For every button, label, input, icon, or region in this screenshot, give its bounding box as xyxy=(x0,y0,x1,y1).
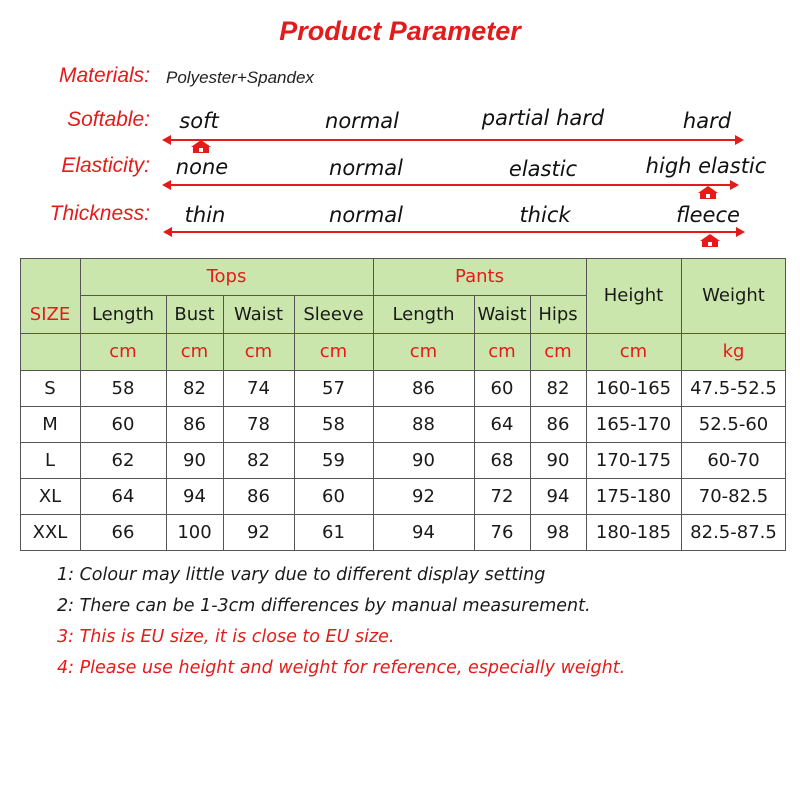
softable-label: Softable: xyxy=(67,108,150,131)
elasticity-option-normal: normal xyxy=(329,156,403,180)
page-title: Product Parameter xyxy=(279,16,521,46)
grid-line xyxy=(20,370,786,371)
table-cell: 90 xyxy=(183,449,206,471)
grid-line xyxy=(223,295,224,551)
table-cell: 98 xyxy=(546,522,570,543)
table-cell: 100 xyxy=(177,522,212,543)
thickness-label: Thickness: xyxy=(49,202,150,225)
table-cell: 64 xyxy=(490,413,514,435)
arrow-right-icon xyxy=(735,135,744,145)
table-cell: 68 xyxy=(490,449,514,471)
table-cell: 70-82.5 xyxy=(698,485,769,507)
table-cell: 62 xyxy=(111,449,135,471)
table-cell: 94 xyxy=(546,485,570,507)
column-header: Waist xyxy=(233,303,284,325)
elasticity-scale-line xyxy=(170,184,730,186)
grid-line xyxy=(681,258,682,551)
table-cell: 94 xyxy=(183,485,206,507)
unit-cell: kg xyxy=(722,341,745,362)
table-cell: 92 xyxy=(412,485,435,507)
grid-line xyxy=(530,295,531,551)
grid-line xyxy=(20,442,786,443)
grid-line xyxy=(80,258,81,551)
column-header: Length xyxy=(91,303,155,325)
note-1: 1: Colour may little vary due to different display setting xyxy=(57,565,546,585)
table-cell: 60 xyxy=(322,485,345,507)
grid-line xyxy=(80,295,586,296)
table-cell: 61 xyxy=(322,522,345,543)
unit-cell: cm xyxy=(619,341,648,362)
column-header: Sleeve xyxy=(303,303,364,325)
table-cell: 57 xyxy=(322,377,345,399)
table-cell: 88 xyxy=(412,413,435,435)
table-cell: 86 xyxy=(247,485,270,507)
table-cell: 66 xyxy=(111,522,135,543)
height-header: Height xyxy=(603,285,664,306)
table-cell: 92 xyxy=(247,522,270,543)
table-cell: 94 xyxy=(412,522,435,543)
weight-header: Weight xyxy=(702,285,765,306)
grid-line xyxy=(20,550,786,551)
table-cell: 86 xyxy=(546,413,570,435)
grid-line xyxy=(294,295,295,551)
table-cell: 86 xyxy=(412,377,435,399)
elasticity-option-elastic: elastic xyxy=(508,157,578,181)
arrow-right-icon xyxy=(736,227,745,237)
column-header: Bust xyxy=(174,303,215,325)
softable-option-soft: soft xyxy=(179,109,219,133)
table-cell: 170-175 xyxy=(595,449,672,471)
thickness-option-fleece: fleece xyxy=(676,203,740,227)
elasticity-label: Elasticity: xyxy=(61,154,150,177)
grid-line xyxy=(20,258,786,259)
unit-cell: cm xyxy=(180,341,209,362)
unit-cell: cm xyxy=(244,341,273,362)
grid-line xyxy=(474,295,475,551)
table-cell: 165-170 xyxy=(595,413,672,435)
table-cell: 58 xyxy=(322,413,345,435)
table-cell: 175-180 xyxy=(595,485,672,507)
table-cell: 72 xyxy=(490,485,514,507)
pants-group-header: Pants xyxy=(455,266,504,287)
grid-line xyxy=(586,258,587,551)
house-marker-icon xyxy=(190,140,212,154)
grid-line xyxy=(20,406,786,407)
table-cell: 82 xyxy=(546,377,570,399)
unit-cell: cm xyxy=(109,341,137,362)
table-cell: 60 xyxy=(490,377,514,399)
unit-cell: cm xyxy=(409,341,438,362)
table-cell: 60-70 xyxy=(707,449,760,471)
table-cell: 160-165 xyxy=(595,377,672,399)
note-4: 4: Please use height and weight for reference, especially weight. xyxy=(57,658,626,678)
grid-line xyxy=(20,478,786,479)
house-marker-icon xyxy=(697,186,719,200)
grid-line xyxy=(20,333,786,334)
note-2: 2: There can be 1-3cm differences by manual measurement. xyxy=(57,596,591,616)
thickness-option-normal: normal xyxy=(329,203,403,227)
table-cell: 82 xyxy=(183,377,206,399)
table-cell: 78 xyxy=(247,413,270,435)
table-cell: 180-185 xyxy=(595,522,672,543)
grid-line xyxy=(20,258,21,551)
table-cell: 90 xyxy=(546,449,570,471)
table-cell: 76 xyxy=(490,522,514,543)
column-header: Waist xyxy=(477,303,527,325)
softable-scale-line xyxy=(170,139,735,141)
size-row-label: M xyxy=(42,413,58,435)
table-cell: 58 xyxy=(111,377,135,399)
table-cell: 60 xyxy=(111,413,135,435)
table-cell: 90 xyxy=(412,449,435,471)
unit-cell: cm xyxy=(544,341,572,362)
softable-option-partial-hard: partial hard xyxy=(481,106,605,130)
size-header: SIZE xyxy=(29,303,71,325)
elasticity-option-none: none xyxy=(175,155,229,179)
grid-line xyxy=(785,258,786,551)
thickness-option-thin: thin xyxy=(184,203,226,227)
column-header: Hips xyxy=(538,303,578,325)
size-row-label: XL xyxy=(38,485,62,507)
tops-group-header: Tops xyxy=(206,266,247,287)
note-3: 3: This is EU size, it is close to EU size. xyxy=(57,627,395,647)
grid-line xyxy=(373,258,374,551)
house-marker-icon xyxy=(699,234,721,248)
thickness-scale-line xyxy=(171,231,736,233)
table-cell: 64 xyxy=(111,485,135,507)
softable-option-hard: hard xyxy=(682,109,732,133)
arrow-right-icon xyxy=(730,180,739,190)
materials-label: Materials: xyxy=(58,64,150,87)
grid-line xyxy=(166,295,167,551)
table-cell: 47.5-52.5 xyxy=(690,377,777,399)
unit-cell: cm xyxy=(488,341,516,362)
unit-cell: cm xyxy=(319,341,348,362)
size-row-label: S xyxy=(44,377,56,399)
table-cell: 82.5-87.5 xyxy=(690,522,777,543)
softable-option-normal: normal xyxy=(325,109,399,133)
column-header: Length xyxy=(392,303,455,325)
materials-value: Polyester+Spandex xyxy=(166,68,314,87)
table-cell: 82 xyxy=(247,449,270,471)
thickness-option-thick: thick xyxy=(519,203,571,227)
table-cell: 74 xyxy=(247,377,270,399)
size-row-label: XXL xyxy=(32,522,68,543)
table-cell: 52.5-60 xyxy=(698,413,769,435)
grid-line xyxy=(20,514,786,515)
elasticity-option-high-elastic: high elastic xyxy=(645,154,767,178)
table-cell: 86 xyxy=(183,413,206,435)
size-table xyxy=(20,258,786,551)
size-row-label: L xyxy=(44,449,56,471)
table-cell: 59 xyxy=(322,449,345,471)
